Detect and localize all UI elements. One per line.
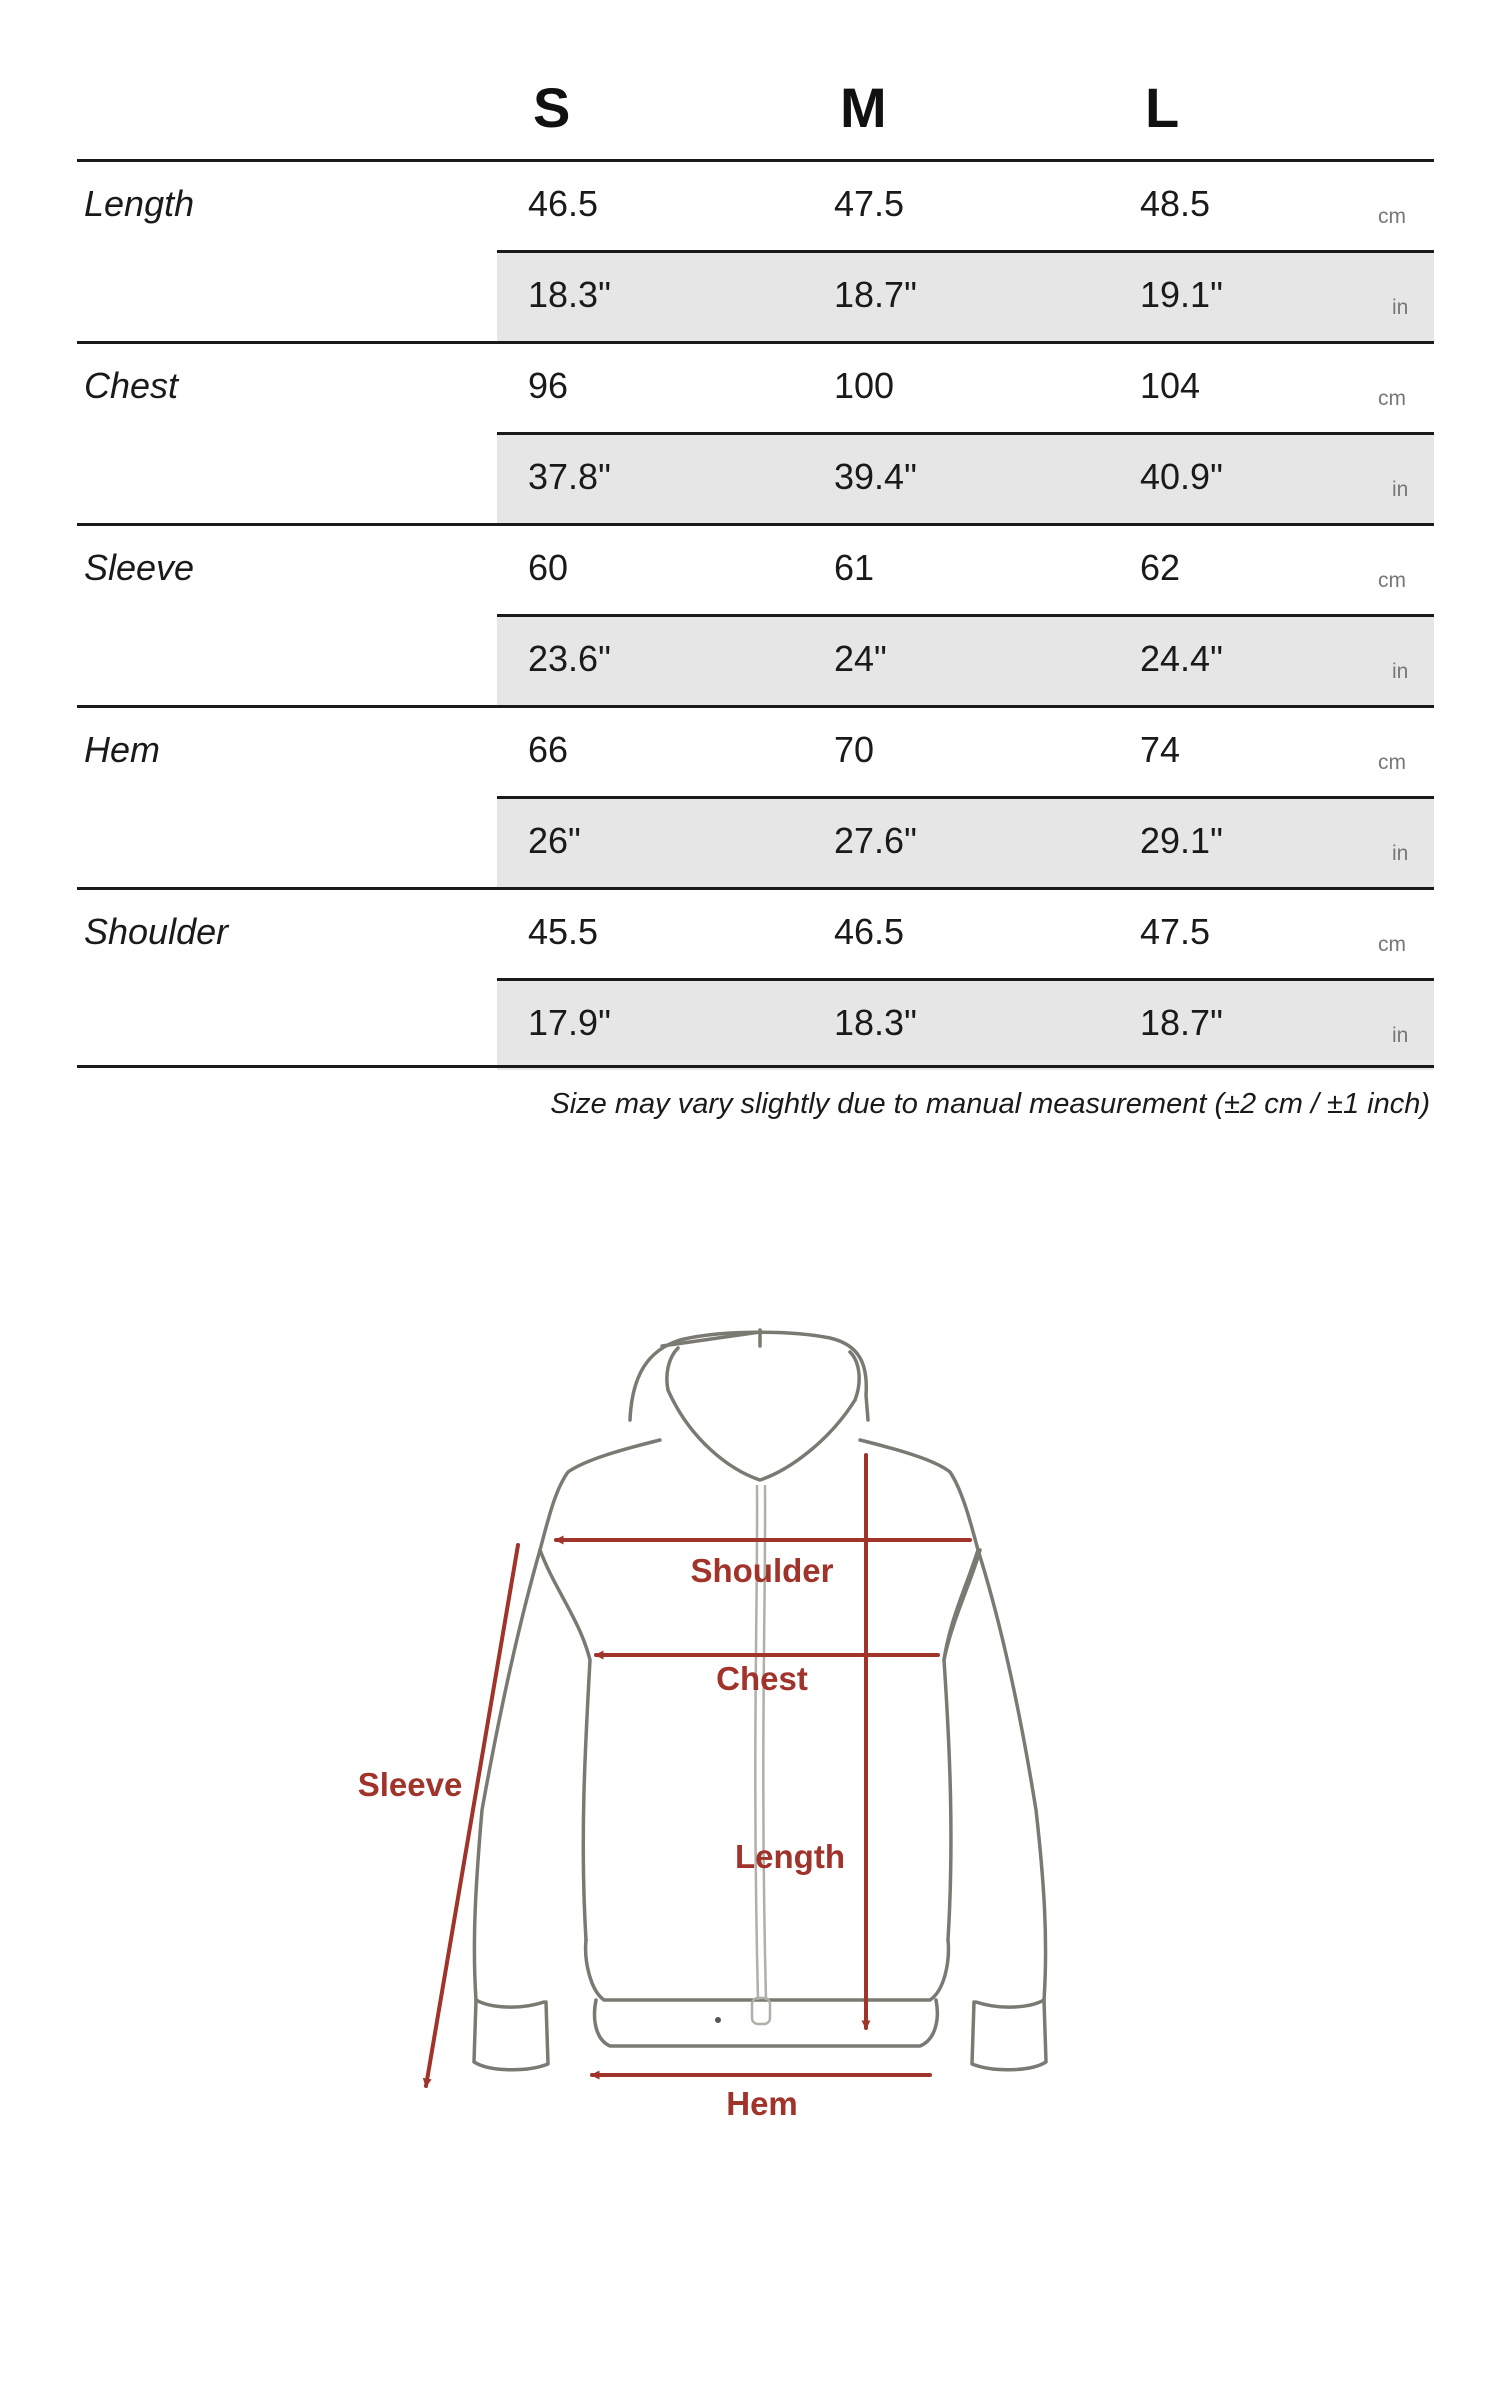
hoodie-diagram (0, 1150, 1500, 2150)
hem-l-cm: 74 (1140, 729, 1181, 770)
inch-row-shade (497, 980, 1434, 1070)
length-label: Length (735, 1838, 845, 1875)
row-label-hem: Hem (84, 729, 161, 770)
inch-row-shade (497, 616, 1434, 706)
chest-s-cm: 96 (528, 365, 569, 406)
unit-cm: cm (1378, 933, 1406, 956)
chest-l-in: 40.9" (1140, 456, 1223, 497)
hem-l-in: 29.1" (1140, 820, 1223, 861)
chest-label: Chest (716, 1660, 808, 1697)
hem-m-in: 27.6" (834, 820, 917, 861)
sleeve-m-in: 24" (834, 638, 887, 679)
length-s-cm: 46.5 (528, 183, 599, 224)
hem-s-in: 26" (528, 820, 581, 861)
row-label-sleeve: Sleeve (84, 547, 195, 588)
chest-m-in: 39.4" (834, 456, 917, 497)
hem-s-cm: 66 (528, 729, 569, 770)
inch-row-shade (497, 434, 1434, 524)
table-rule (77, 1065, 1434, 1068)
chest-s-in: 37.8" (528, 456, 611, 497)
unit-in: in (1392, 296, 1409, 319)
table-rule (77, 887, 1434, 890)
unit-in: in (1392, 842, 1409, 865)
unit-in: in (1392, 660, 1409, 683)
hoodie-tag-dot (715, 2017, 721, 2023)
row-label-chest: Chest (84, 365, 179, 406)
table-rule (77, 523, 1434, 526)
sleeve-label: Sleeve (357, 1766, 463, 1803)
size-header-s: S (533, 76, 571, 139)
shoulder-s-cm: 45.5 (528, 911, 599, 952)
unit-cm: cm (1378, 205, 1406, 228)
table-subrule (497, 432, 1434, 435)
table-subrule (497, 250, 1434, 253)
hem-label: Hem (726, 2085, 798, 2122)
measure-arrows (426, 1455, 970, 2086)
shoulder-l-in: 18.7" (1140, 1002, 1223, 1043)
size-table (0, 0, 1500, 1150)
sleeve-l-in: 24.4" (1140, 638, 1223, 679)
size-header-l: L (1145, 76, 1180, 139)
unit-in: in (1392, 478, 1409, 501)
row-label-shoulder: Shoulder (84, 911, 229, 952)
row-label-length: Length (84, 183, 195, 224)
chest-m-cm: 100 (834, 365, 895, 406)
unit-in: in (1392, 1024, 1409, 1047)
size-header-m: M (840, 76, 887, 139)
unit-cm: cm (1378, 387, 1406, 410)
unit-cm: cm (1378, 751, 1406, 774)
shoulder-s-in: 17.9" (528, 1002, 611, 1043)
hoodie-outline (474, 1330, 1046, 2070)
shoulder-label: Shoulder (690, 1552, 834, 1589)
sleeve-arrow (426, 1545, 518, 2086)
length-m-in: 18.7" (834, 274, 917, 315)
inch-row-shade (497, 798, 1434, 888)
sleeve-s-in: 23.6" (528, 638, 611, 679)
table-subrule (497, 978, 1434, 981)
table-rule (77, 705, 1434, 708)
sleeve-l-cm: 62 (1140, 547, 1181, 588)
sleeve-m-cm: 61 (834, 547, 875, 588)
length-s-in: 18.3" (528, 274, 611, 315)
inch-row-shade (497, 252, 1434, 342)
length-m-cm: 47.5 (834, 183, 905, 224)
table-rule (77, 341, 1434, 344)
length-l-in: 19.1" (1140, 274, 1223, 315)
sleeve-s-cm: 60 (528, 547, 569, 588)
shoulder-m-cm: 46.5 (834, 911, 905, 952)
hem-m-cm: 70 (834, 729, 875, 770)
shoulder-m-in: 18.3" (834, 1002, 917, 1043)
shoulder-l-cm: 47.5 (1140, 911, 1211, 952)
table-subrule (497, 614, 1434, 617)
length-l-cm: 48.5 (1140, 183, 1211, 224)
chest-l-cm: 104 (1140, 365, 1201, 406)
unit-cm: cm (1378, 569, 1406, 592)
measurement-note: Size may vary slightly due to manual measurement (±2 cm / ±1 inch) (550, 1088, 1430, 1120)
table-subrule (497, 796, 1434, 799)
table-rule (77, 159, 1434, 162)
